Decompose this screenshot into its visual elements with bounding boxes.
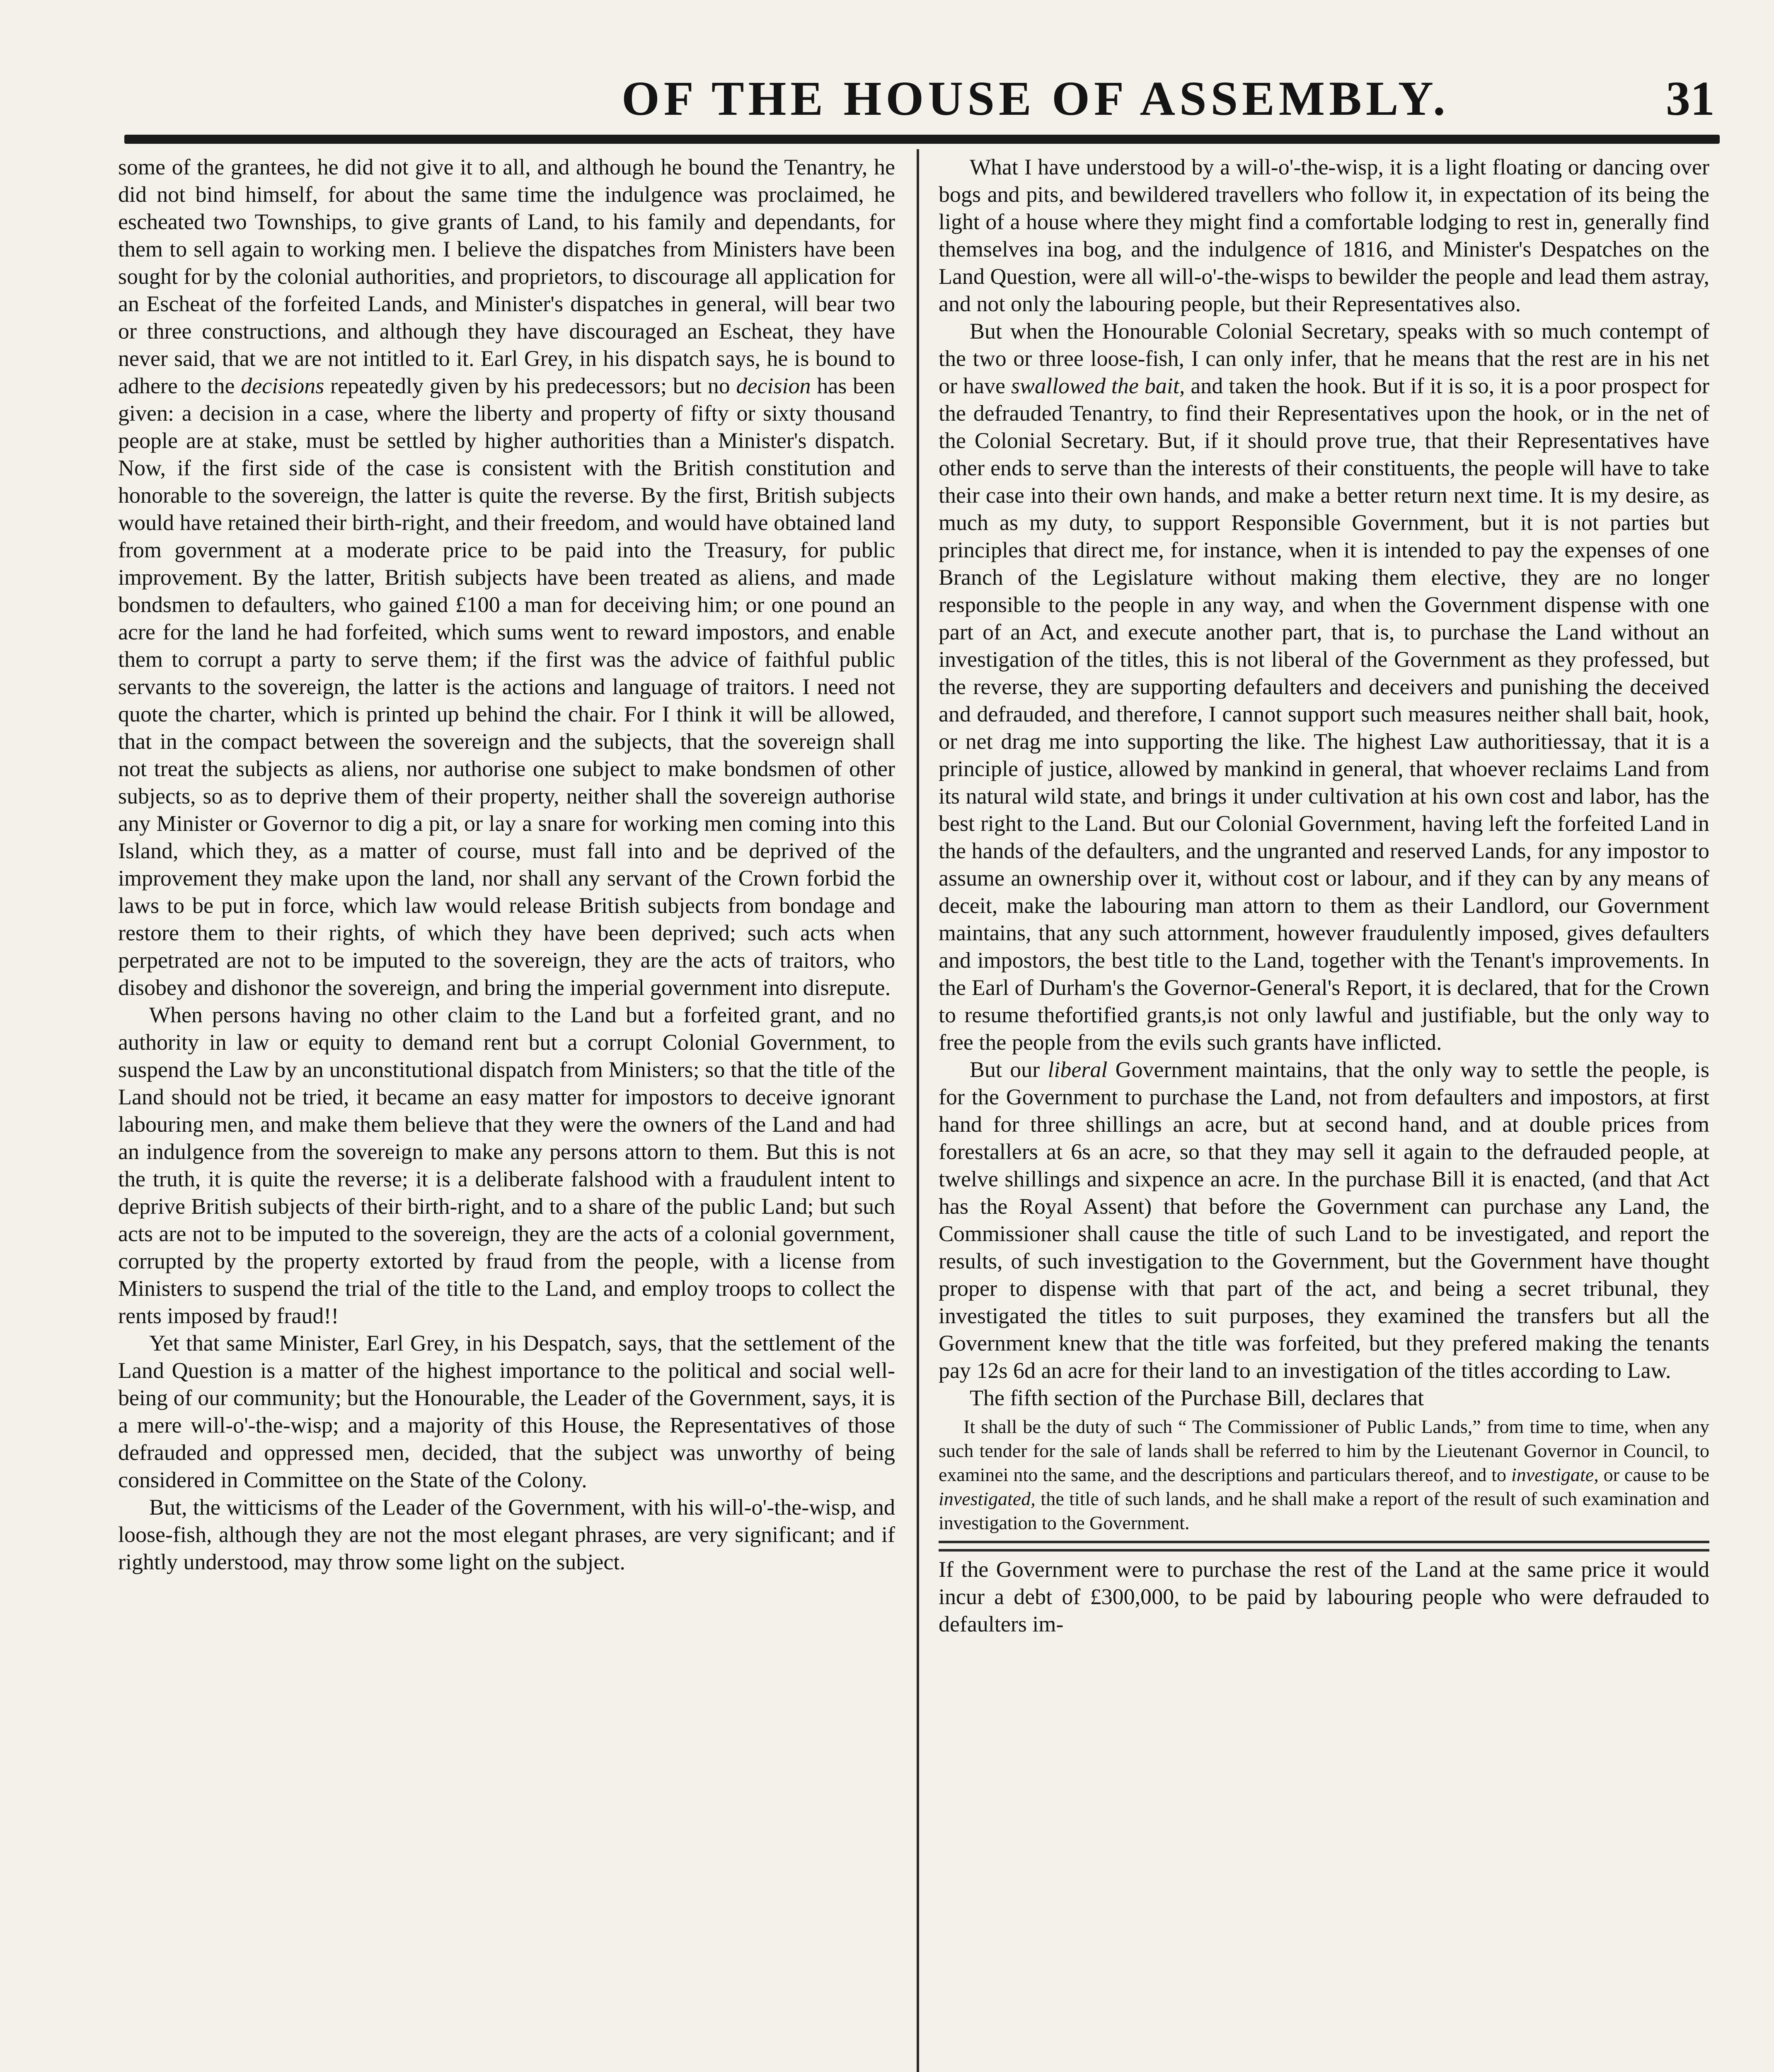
- emphasis-text: investigated,: [939, 1488, 1036, 1509]
- paragraph: What I have understood by a will-o'-the-wisp, it is a light floating or dancing over bogs and pits, and bewildered travellers who follow it, in expectation of its being the light of a house where they might find a comfortable lodging to rest in, generally find themselves ina bog, and the indulgence of 1816, and Minister's Despatches on the Land Question, were all will-o'-the-wisps to bewilder the people and lead them astray, and not only the labouring people, but their Representatives also.: [939, 155, 1709, 316]
- quote-text: the title of such lands, and he shall make a report of the result of such examination and investigation to the Government.: [939, 1488, 1709, 1533]
- paragraph: [939, 317, 1709, 1056]
- header-rule: [124, 135, 1720, 144]
- paragraph: Yet that same Minister, Earl Grey, in his Despatch, says, that the settlement of the Land Question is a matter of the highest importance to the political and social well-being of our community; but the Honourable, the Leader of the Government, says, it is a mere will-o'-the-wisp; and a majority of this House, the Representatives of those defrauded and oppressed men, decided, that the subject was unworthy of being considered in Committee on the State of the Colony.: [118, 1331, 895, 1492]
- paragraph: [939, 1056, 1709, 1384]
- page-number: 31: [1666, 71, 1715, 126]
- emphasis-text: swallowed the bait,: [1011, 373, 1185, 398]
- paragraph: The fifth section of the Purchase Bill, declares that: [970, 1385, 1424, 1410]
- paragraph-text: and taken the hook. But if it is so, it is a poor prospect for the defrauded Tenantry, to find their Representatives upon the hook, or in the net of the Colonial Secretary. But, if it should prove true, that their Representatives have other ends to serve than the interests of their constituents, the people will have to take their case into their own hands, and make a better return next time. It is my desire, as much as my duty, to support Responsible Government, but it is not parties but principles that direct me, for instance, when it is intended to pay the expenses of one Branch of the Legislature without making them elective, they are no longer responsible to the people in any way, and when the Government dispense with one part of an Act, and execute another part, that is, to purchase the Land without an investigation of the titles, this is not liberal of the Government as they professed, but the reverse, they are supporting defaulters and deceivers and punishing the deceived and defrauded, and therefore, I cannot support such measures neither shall bait, hook, or net drag me into supporting the like. The highest Law authoritiessay, that it is a principle of justice, allowed by mankind in general, that whoever reclaims Land from its natural wild state, and brings it under cultivation at his own cost and labor, has the best right to the Land. But our Colonial Government, having left the forfeited Land in the hands of the defaulters, and the ungranted and reserved Lands, for any impostor to assume an ownership over it, without cost or labour, and if they can by any means of deceit, make the labouring man attorn to them as their Landlord, our Government maintains, that any such attornment, however fraudulently imposed, gives defaulters and impostors, the best title to the Land, together with the Tenant's improvements. In the Earl of Durham's the Governor-General's Report, it is declared, that for the Crown to resume thefortified grants,is not only lawful and justifiable, but the only way to free the people from the evils such grants have inflicted.: [939, 373, 1710, 1055]
- column-divider: [917, 149, 919, 2072]
- emphasis-text: liberal: [1048, 1057, 1108, 1082]
- paragraph-text: has been given: a decision in a case, where the liberty and property of fifty or sixty thousand people are at stake, must be settled by higher authorities than a Minister's dispatch. Now, if the first side of the case is consistent with the British constitution and honorable to the sovereign, the latter is quite the reverse. By the first, British subjects would have retained their birth-right, and their freedom, and would have obtained land from government at a moderate price to be paid into the Treasury, for public improvement. By the latter, British subjects have been treated as aliens, and made bondsmen to defaulters, who gained £100 a man for deceiving him; or one pound an acre for the land he had forfeited, which sums went to reward impostors, and enable them to corrupt a party to serve them; if the first was the advice of faithful public servants to the sovereign, the latter is the actions and language of traitors. I need not quote the charter, which is printed up behind the chair. For I think it will be allowed, that in the compact between the sovereign and the subjects, that the sovereign shall not treat the subjects as aliens, nor authorise one subject to make bondsmen of other subjects, so as to deprive them of their property, neither shall the sovereign authorise any Minister or Governor to dig a pit, or lay a snare for working men coming into this Island, which they, as a matter of course, must fall into and be deprived of the improvement they make upon the land, nor shall any servant of the Crown forbid the laws to be put in force, which law would release British subjects from bondage and restore them to their rights, of which they have been deprived; such acts when perpetrated are not to be imputed to the sovereign, they are the acts of traitors, who disobey and dishonor the sovereign, and bring the imperial government into disrepute.: [118, 373, 895, 1000]
- quote-text: or cause to be: [1603, 1464, 1710, 1485]
- page-title: OF THE HOUSE OF ASSEMBLY.: [622, 71, 1450, 126]
- paragraph: [118, 153, 895, 1001]
- paragraph-text: repeatedly given by his predecessors; but no: [330, 373, 730, 398]
- page-header: [0, 58, 1774, 141]
- paragraph-text: Government maintains, that the only way to settle the people, is for the Government to purchase the Land, not from defaulters and impostors, at first hand for three shillings an acre, but at second hand, and at double prices from forestallers at 6s an acre, so that they may sell it again to the defrauded people, at twelve shillings and sixpence an acre. In the purchase Bill it is enacted, (and that Act has the Royal Assent) that before the Government can purchase any Land, the Commissioner shall cause the title of such Land to be investigated, and report the results, of such investigation to the Government, but the Government have thought proper to dispense with that part of the act, and being a secret tribunal, they investigated the titles to suit purposes, they examined the transfers but all the Government knew that the title was forfeited, but they prefered making the tenants pay 12s 6d an acre for their land to an investigation of the titles according to Law.: [939, 1057, 1710, 1383]
- left-column: [118, 153, 895, 1576]
- paragraph-text: some of the grantees, he did not give it to all, and although he bound the Tenantry, he did not bind himself, for about the same time the indulgence was proclaimed, he escheated two Townships, to give grants of Land, to his family and dependants, for them to sell again to working men. I believe the dispatches from Ministers have been sought for by the colonial authorities, and proprietors, to discourage all application for an Escheat of the forfeited Lands, and Minister's dispatches in general, will bear two or three constructions, and although they have discouraged an Escheat, they have never said, that we are not intitled to it. Earl Grey, in his dispatch says, he is bound to adhere to the: [118, 155, 895, 398]
- block-quote: [939, 1415, 1709, 1543]
- emphasis-text: decision: [736, 373, 811, 398]
- emphasis-text: investigate,: [1511, 1464, 1599, 1485]
- paragraph: If the Government were to purchase the rest of the Land at the same price it would incur a debt of £300,000, to be paid by labouring people who were defrauded to defaulters im-: [939, 1549, 1709, 1638]
- paragraph-text: But when the Honourable Colonial Secretary, speaks with so much contempt of the two or three loose-fish, I can only infer, that he means that the rest are in his net or have: [939, 319, 1709, 398]
- quote-text: It shall be the duty of such “ The Commissioner of Public Lands,” from time to time, when any such tender for the sale of lands shall be referred to him by the Lieutenant Governor in Council, to examinei nto the same, and the descriptions and particulars thereof, and to: [939, 1416, 1709, 1485]
- paragraph: But, the witticisms of the Leader of the Government, with his will-o'-the-wisp, and loose-fish, although they are not the most elegant phrases, are very significant; and if rightly understood, may throw some light on the subject.: [118, 1495, 895, 1574]
- emphasis-text: decisions: [241, 373, 324, 398]
- right-column: [939, 153, 1709, 1638]
- paragraph-text: But our: [970, 1057, 1040, 1082]
- paragraph: When persons having no other claim to the Land but a forfeited grant, and no authority in law or equity to demand rent but a corrupt Colonial Government, to suspend the Law by an unconstitutional dispatch from Ministers; so that the title of the Land should not be tried, it became an easy matter for impostors to deceive ignorant labouring men, and make them believe that they were the owners of the Land and had an indulgence from the sovereign to make any persons attorn to them. But this is not the truth, it is quite the reverse; it is a deliberate falshood with a fraudulent intent to deprive British subjects of their birth-right, and to a share of the public Land; but such acts are not to be imputed to the sovereign, they are the acts of a colonial government, corrupted by the property extorted by fraud from the people, with a license from Ministers to suspend the trial of the title to the Land, and employ troops to collect the rents imposed by fraud!!: [118, 1002, 895, 1328]
